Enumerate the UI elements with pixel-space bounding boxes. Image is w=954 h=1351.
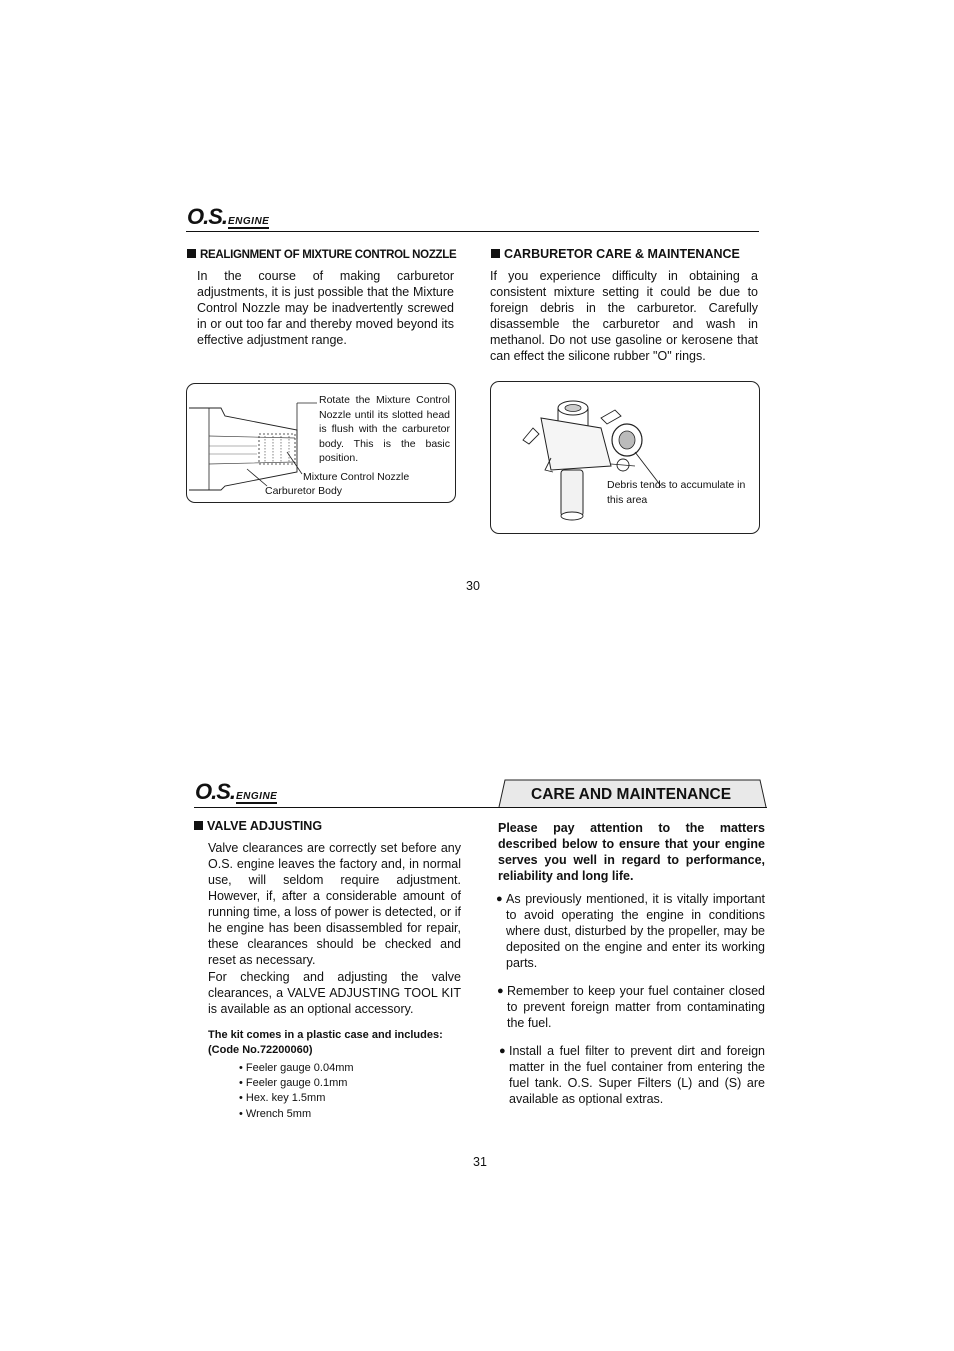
section-heading-carburetor-care: CARBURETOR CARE & MAINTENANCE [491,247,740,261]
os-engine-logo: O.S.ENGINE [195,779,278,804]
kit-item: • Hex. key 1.5mm [239,1092,326,1104]
care-bullet-item: ● Remember to keep your fuel container closed to prevent foreign matter from contaminating the fuel. [497,984,765,1030]
page-number-31: 31 [473,1155,487,1169]
bullet-dot-icon: ● [499,1045,506,1057]
section-heading-realignment: REALIGNMENT OF MIXTURE CONTROL NOZZLE [187,249,456,261]
square-bullet-icon [491,249,500,258]
os-engine-logo: O.S.ENGINE [187,204,270,229]
kit-intro: The kit comes in a plastic case and includes: [208,1029,443,1041]
kit-code: (Code No.72200060) [208,1044,313,1056]
kit-item: • Wrench 5mm [239,1108,312,1120]
carburetor-figure-box [490,381,760,534]
valve-body-1: Valve clearances are correctly set before any O.S. engine leaves the factory and, in normal use, will seldom require adjustment. However, if, after a considerable amount of running time, a loss of power is detected, or if he engine has been disassembled for repair, these clearances should be checked and reset as necessary. [208,841,461,967]
debris-caption: Debris tends to accumulate in this area [607,479,746,506]
kit-item: • Feeler gauge 0.04mm [239,1062,354,1074]
section-heading-valve-adjusting: VALVE ADJUSTING [194,819,322,833]
page-number-30: 30 [466,579,480,593]
valve-body-2: For checking and adjusting the valve clearances, a VALVE ADJUSTING TOOL KIT is available as an optional accessory. [208,970,461,1016]
section-tab-title: CARE AND MAINTENANCE [531,786,732,803]
kit-item: • Feeler gauge 0.1mm [239,1077,348,1089]
care-bullet-item: ● As previously mentioned, it is vitally important to avoid operating the engine in conditions where dust, disturbed by the propeller, may be deposited on the engine and enter its working parts. [496,892,765,970]
nozzle-figure-box [186,383,456,503]
square-bullet-icon [194,821,203,830]
square-bullet-icon [187,249,196,258]
care-intro: Please pay attention to the matters described below to ensure that your engine serves you well in regard to performance, reliability and long life. [498,821,765,883]
label-mixture-control-nozzle: Mixture Control Nozzle [303,471,410,483]
bullet-dot-icon: ● [496,893,503,905]
bullet-dot-icon: ● [497,985,504,997]
carburetor-drawing [511,388,681,528]
care-bullet-item: ● Install a fuel filter to prevent dirt and foreign matter in the fuel container from entering the fuel tank. O.S. Super Filters (L) and (S) are available as optional extras. [499,1044,765,1106]
nozzle-callout: Rotate the Mixture Control Nozzle until its slotted head is flush with the carburetor body. This is the basic position. [319,394,450,464]
carburetor-care-body: If you experience difficulty in obtaining a consistent mixture setting it could be due to foreign debris in the carburetor. Carefully disassemble the carburetor and wash in methanol. Do not use gasoline or kerosene that can effect the silicone rubber "O" rings. [490,269,758,363]
header-rule [186,231,759,232]
label-carburetor-body: Carburetor Body [265,485,343,497]
realignment-body: In the course of making carburetor adjustments, it is just possible that the Mixture Control Nozzle may be inadvertently screwed in or out too far and thereby moved beyond its effective adjustment range. [197,269,454,347]
